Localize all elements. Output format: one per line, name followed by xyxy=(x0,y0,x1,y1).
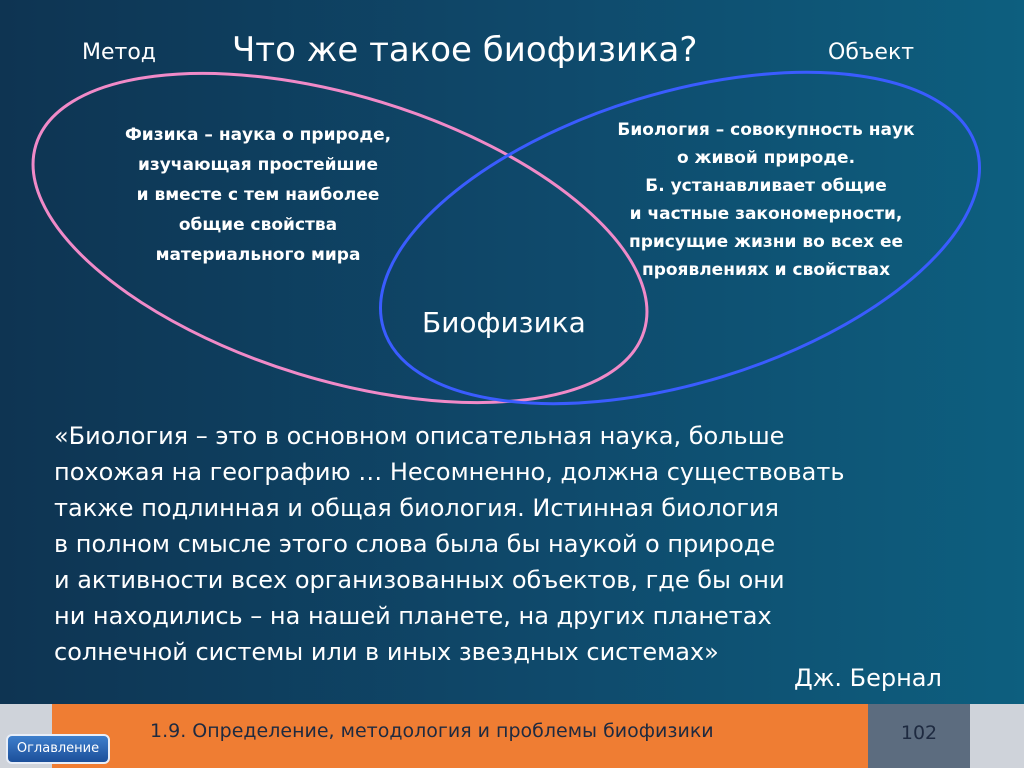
bernal-quote: «Биология – это в основном описательная наука, больше похожая на географию … Несомненно, должна существовать также подлинная и общая биология. Истинная биология в полном смысле этого слова была бы наукой о природе и активности всех организованных объектов, где бы они ни находились – на нашей планете, на других планетах солнечной системы или в иных звездных системах» xyxy=(54,422,845,666)
page-number: 102 xyxy=(868,704,970,768)
table-of-contents-button[interactable]: Оглавление xyxy=(6,734,110,764)
footer-section-title: 1.9. Определение, методология и проблемы биофизики xyxy=(150,720,714,742)
biology-definition: Биология – совокупность наук о живой природе. Б. устанавливает общие и частные закономерности, присущие жизни во всех ее проявлениях и свойствах xyxy=(617,120,915,280)
physics-definition: Физика – наука о природе, изучающая простейшие и вместе с тем наиболее общие свойства материального мира xyxy=(124,125,392,265)
slide-title: Что же такое биофизика? xyxy=(232,30,698,70)
footer-right-panel xyxy=(970,704,1024,768)
quote-author: Дж. Бернал xyxy=(794,664,942,692)
object-label: Объект xyxy=(828,40,915,65)
method-label: Метод xyxy=(82,40,157,65)
biophysics-intersection-label: Биофизика xyxy=(422,306,586,339)
